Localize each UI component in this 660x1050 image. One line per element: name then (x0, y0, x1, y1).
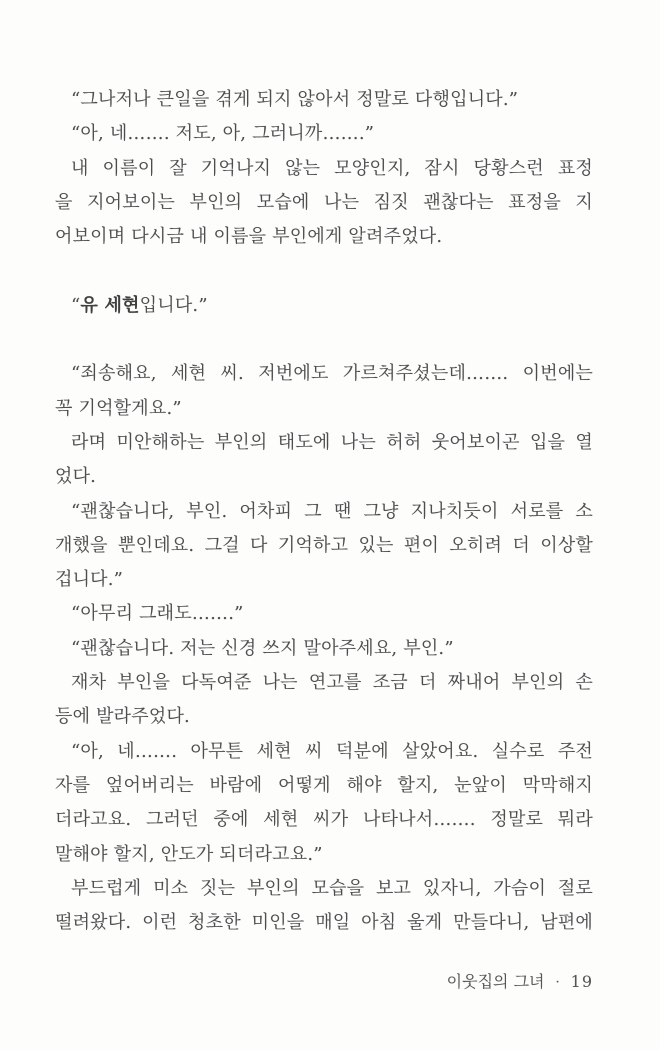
text-segment: “아, 네……. 저도, 아, 그러니까…….” (71, 123, 375, 145)
text-segment: 등에 발라주었다. (55, 706, 190, 728)
text-line (55, 83, 593, 117)
text-segment: “죄송해요, 세현 씨. 저번에도 가르쳐주셨는데……. 이번에는 (71, 363, 593, 385)
text-line (55, 152, 593, 186)
text-line (55, 872, 593, 906)
text-line (55, 563, 593, 597)
text-line (55, 597, 593, 631)
emphasized-name-text: 유 세현 (80, 294, 140, 316)
text-segment: 자를 엎어버리는 바람에 어떻게 해야 할지, 눈앞이 막막해지 (55, 774, 593, 796)
text-segment: 개했을 뿐인데요. 그걸 다 기억하고 있는 편이 오히려 더 이상할 (55, 534, 593, 556)
text-segment: 더라고요. 그러던 중에 세현 씨가 나타나서……. 정말로 뭐라 (55, 809, 593, 831)
text-segment: “괜찮습니다. 저는 신경 쓰지 말아주세요, 부인.” (71, 637, 454, 659)
text-line (55, 495, 593, 529)
text-line (55, 838, 593, 872)
text-segment: 을 지어보이는 부인의 모습에 나는 짐짓 괜찮다는 표정을 지 (55, 191, 593, 213)
text-segment: “아, 네……. 아무튼 세현 씨 덕분에 살았어요. 실수로 주전 (71, 740, 593, 762)
text-segment: 라며 미안해하는 부인의 태도에 나는 허허 웃어보이곤 입을 열 (71, 431, 593, 453)
text-line (55, 906, 593, 940)
page-number: 19 (570, 972, 593, 991)
text-segment: “아무리 그래도…….” (71, 603, 244, 625)
text-segment: 떨려왔다. 이런 청초한 미인을 매일 아침 울게 만들다니, 남편에 (55, 912, 593, 934)
page-footer (55, 971, 593, 993)
text-line (55, 289, 593, 323)
text-line (55, 460, 593, 494)
blank-line (55, 323, 593, 357)
text-line (55, 529, 593, 563)
text-line (55, 220, 593, 254)
text-segment: “ (71, 294, 81, 316)
text-segment: 어보이며 다시금 내 이름을 부인에게 알려주었다. (55, 226, 443, 248)
separator-dot: · (555, 975, 560, 990)
text-line (55, 426, 593, 460)
text-line (55, 666, 593, 700)
text-line (55, 357, 593, 391)
blank-line (55, 254, 593, 288)
text-line (55, 769, 593, 803)
text-line (55, 117, 593, 151)
text-segment: 꼭 기억할게요.” (55, 397, 182, 419)
text-segment: 재차 부인을 다독여준 나는 연고를 조금 더 짜내어 부인의 손 (71, 672, 593, 694)
text-line (55, 632, 593, 666)
text-segment: 내 이름이 잘 기억나지 않는 모양인지, 잠시 당황스런 표정 (71, 157, 593, 179)
text-line (55, 186, 593, 220)
body-text (55, 83, 593, 940)
text-line (55, 803, 593, 837)
text-segment: 겁니다.” (55, 569, 124, 591)
text-line (55, 392, 593, 426)
text-line (55, 700, 593, 734)
text-segment: 입니다.” (139, 294, 208, 316)
book-title: 이웃집의 그녀 (446, 972, 545, 991)
text-segment: 부드럽게 미소 짓는 부인의 모습을 보고 있자니, 가슴이 절로 (71, 877, 593, 899)
text-line (55, 735, 593, 769)
text-segment: 말해야 할지, 안도가 되더라고요.” (55, 843, 323, 865)
text-segment: “괜찮습니다, 부인. 어차피 그 땐 그냥 지나치듯이 서로를 소 (71, 500, 593, 522)
text-segment: 었다. (55, 466, 97, 488)
text-segment: “그나저나 큰일을 겪게 되지 않아서 정말로 다행입니다.” (71, 89, 519, 110)
